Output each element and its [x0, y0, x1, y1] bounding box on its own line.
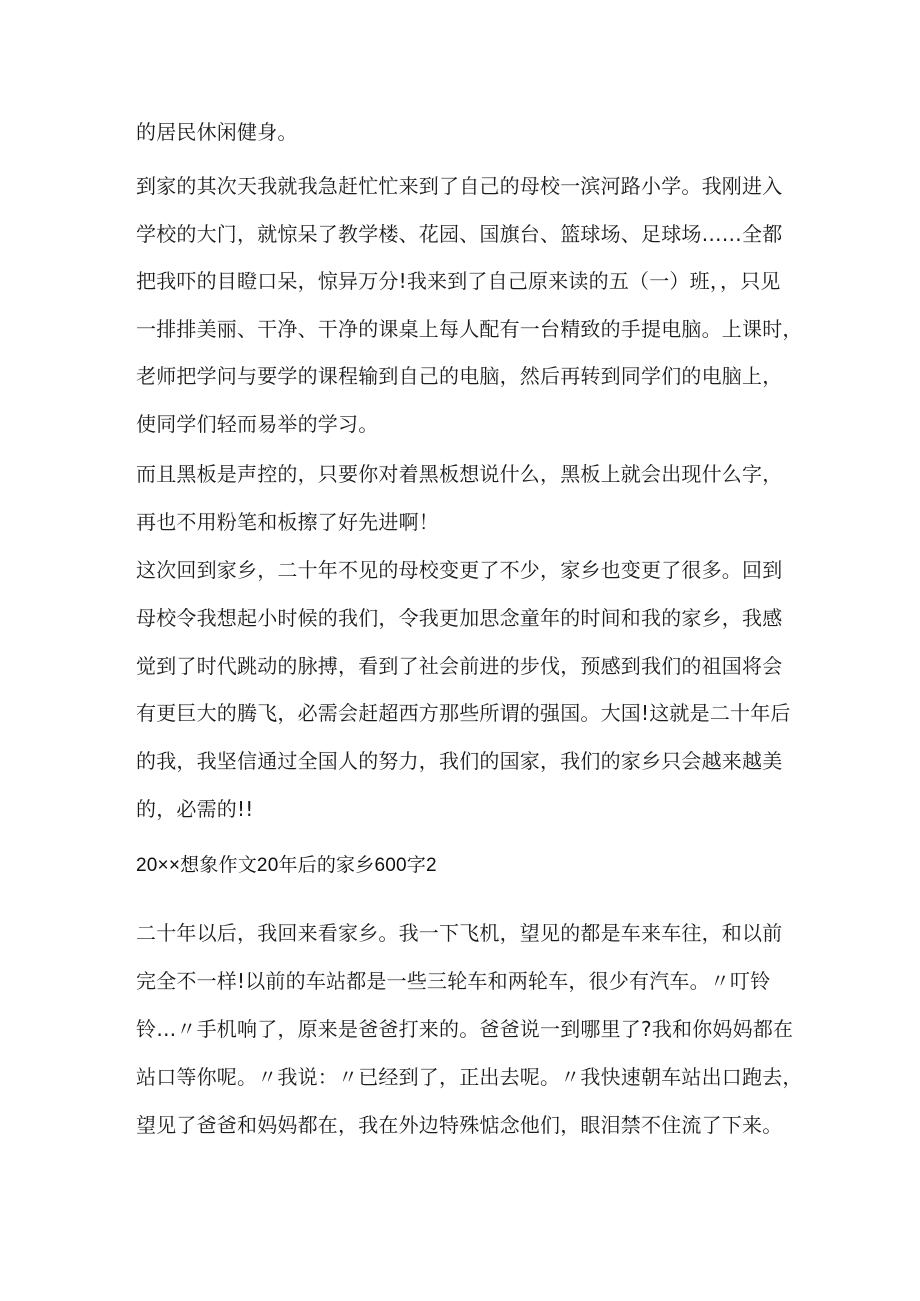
text-line: 这次回到家乡，二十年不见的母校变更了不少，家乡也变更了很多。回到	[136, 558, 783, 582]
text-line: 再也不用粉笔和板擦了好先进啊！	[136, 510, 439, 534]
text-line: 一排排美丽、干净、干净的课桌上每人配有一台精致的手提电脑。上课时，	[136, 317, 803, 341]
text-line: 的我，我坚信通过全国人的努力，我们的国家，我们的家乡只会越来越美	[136, 749, 783, 773]
text-line: 站口等你呢。〃我说：〃已经到了，正出去呢。〃我快速朝车站出口跑去，	[136, 1065, 803, 1089]
text-line: 望见了爸爸和妈妈都在，我在外边特殊惦念他们，眼泪禁不住流了下来。	[136, 1113, 783, 1137]
text-line: 而且黑板是声控的，只要你对着黑板想说什么，黑板上就会出现什么字，	[136, 462, 783, 486]
text-line: 使同学们轻而易举的学习。	[136, 412, 379, 436]
text-line: 老师把学问与要学的课程输到自己的电脑，然后再转到同学们的电脑上，	[136, 364, 783, 388]
text-line: 有更巨大的腾飞，必需会赶超西方那些所谓的强国。大国!这就是二十年后	[136, 701, 791, 725]
text-line: 母校令我想起小时候的我们，令我更加思念童年的时间和我的家乡，我感	[136, 606, 783, 630]
text-line: 的居民休闲健身。	[136, 120, 298, 144]
text-line: 把我吓的目瞪口呆，惊异万分!我来到了自己原来读的五（一）班，，只见	[136, 269, 781, 293]
section-heading: 20××想象作文20年后的家乡600字2	[136, 855, 437, 876]
text-line: 到家的其次天我就我急赶忙忙来到了自己的母校一滨河路小学。我刚进入	[136, 174, 783, 198]
text-line: 觉到了时代跳动的脉搏，看到了社会前进的步伐，预感到我们的祖国将会	[136, 654, 783, 678]
text-line: 完全不一样!以前的车站都是一些三轮车和两轮车，很少有汽车。〃叮铃	[136, 969, 771, 993]
text-line: 学校的大门，就惊呆了教学楼、花园、国旗台、篮球场、足球场……全都	[136, 222, 783, 246]
text-line: 的，必需的!!	[136, 797, 254, 821]
text-line: 铃…〃手机响了，原来是爸爸打来的。爸爸说一到哪里了?我和你妈妈都在	[136, 1017, 794, 1041]
text-line: 二十年以后，我回来看家乡。我一下飞机，望见的都是车来车往，和以前	[136, 921, 783, 945]
